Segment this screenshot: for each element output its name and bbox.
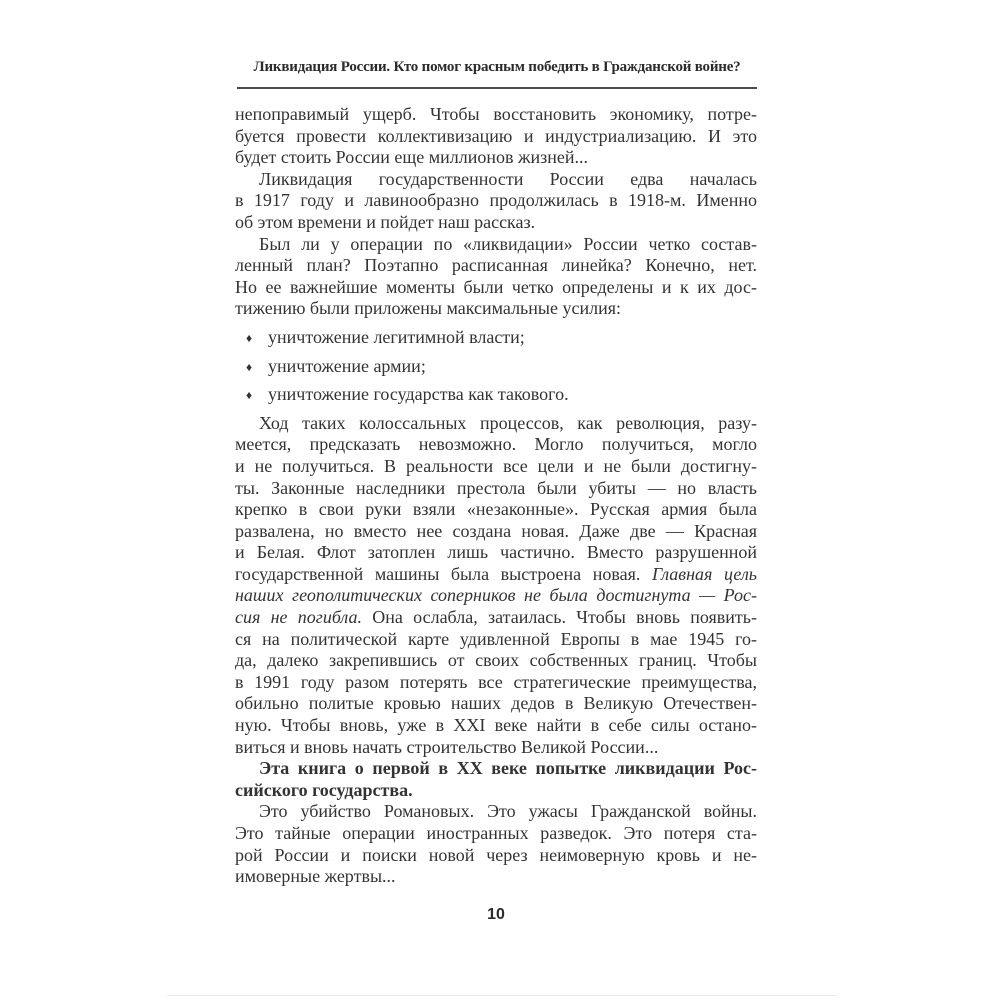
- text-line: [235, 456, 757, 478]
- bullet-diamond-icon: ♦: [246, 388, 253, 403]
- text-line: [235, 737, 757, 759]
- paragraph: [235, 801, 757, 887]
- list-item-text: уничтожение легитимной власти;: [268, 326, 525, 347]
- text-segment: буется провести коллективизацию и индустриализацию. И это: [235, 125, 757, 146]
- text-line: [235, 413, 757, 435]
- text-segment: государственной машины была выстроена новая.: [235, 563, 652, 584]
- text-segment: Это убийство Романовых. Это ужасы Гражданской войны.: [259, 801, 757, 822]
- text-line: [235, 650, 757, 672]
- text-segment: непоправимый ущерб. Чтобы восстановить экономику, потре-: [235, 104, 757, 124]
- text-line: [235, 234, 757, 256]
- text-line: [235, 212, 757, 234]
- text-segment: виться и вновь начать строительство Великой России...: [235, 736, 659, 757]
- text-segment: да, далеко закрепившись от своих собственных границ. Чтобы: [235, 650, 757, 671]
- text-segment: будет стоить России еще миллионов жизней...: [235, 147, 588, 168]
- text-segment: Ход таких колоссальных процессов, как революция, разу-: [259, 412, 757, 433]
- italic-text: наших геополитических соперников не была достигнута — Рос-: [235, 585, 757, 606]
- text-segment: имоверные жертвы...: [235, 866, 396, 887]
- list-item: [235, 327, 757, 349]
- page-number: 10: [487, 906, 505, 923]
- text-line: [235, 126, 757, 148]
- text-line: [235, 298, 757, 320]
- text-line: [235, 169, 757, 191]
- text-line: [235, 845, 757, 867]
- text-segment: Она ослабла, затаилась. Чтобы вновь появить-: [362, 607, 757, 628]
- text-segment: сийского государства.: [235, 779, 413, 800]
- text-line: [235, 478, 757, 500]
- text-line: [235, 629, 757, 651]
- bullet-list: [235, 327, 757, 406]
- text-segment: в 1991 году разом потерять все стратегические преимущества,: [235, 671, 757, 692]
- text-segment: Был ли у операции по «ликвидации» России четко состав-: [259, 233, 757, 254]
- text-line: [235, 780, 757, 802]
- text-line: [235, 255, 757, 277]
- list-item-text: уничтожение армии;: [268, 355, 426, 376]
- text-line: [235, 499, 757, 521]
- text-line: [235, 801, 757, 823]
- list-item: [235, 356, 757, 378]
- text-line: [235, 866, 757, 888]
- text-segment: и не получиться. В реальности все цели и не были достигну-: [235, 455, 757, 476]
- text-line: [235, 672, 757, 694]
- running-header: Ликвидация России. Кто помог красным победить в Гражданской войне?: [237, 57, 757, 89]
- text-line: [235, 542, 757, 564]
- text-line: [235, 434, 757, 456]
- italic-text: Главная цель: [651, 563, 757, 584]
- text-segment: в 1917 году и лавинообразно продолжилась в 1918-м. Именно: [235, 190, 757, 211]
- text-segment: ную. Чтобы вновь, уже в XXI веке найти в себе силы остано-: [235, 715, 757, 736]
- text-segment: крепко в свои руки взяли «незаконные». Русская армия была: [235, 499, 757, 520]
- text-line: [235, 564, 757, 586]
- text-segment: ся на политической карте удивленной Европы в мае 1945 го-: [235, 628, 757, 649]
- text-line: [235, 758, 757, 780]
- text-segment: тижению были приложены максимальные усилия:: [235, 298, 621, 319]
- text-line: [235, 147, 757, 169]
- text-segment: Эта книга о первой в XX веке попытке ликвидации Рос-: [259, 758, 757, 779]
- text-line: [235, 607, 757, 629]
- text-segment: и Белая. Флот затоплен лишь частично. Вместо разрушенной: [235, 542, 757, 563]
- text-line: [235, 190, 757, 212]
- paragraph: [235, 234, 757, 320]
- text-line: [235, 277, 757, 299]
- text-segment: об этом времени и пойдет наш рассказ.: [235, 211, 536, 232]
- bullet-diamond-icon: ♦: [246, 359, 253, 374]
- text-segment: рой России и поиски новой через неимоверную кровь и не-: [235, 844, 757, 865]
- text-segment: обильно политые кровью наших дедов в Великую Отечествен-: [235, 693, 757, 714]
- text-line: [235, 693, 757, 715]
- paragraph: [235, 413, 757, 759]
- paragraph: [235, 758, 757, 801]
- text-segment: Это тайные операции иностранных разведок. Это потеря ста-: [235, 823, 757, 843]
- text-line: [235, 715, 757, 737]
- text-segment: ленный план? Поэтапно расписанная линейка? Конечно, нет.: [235, 255, 757, 276]
- text-block: [235, 104, 757, 888]
- text-segment: Но ее важнейшие моменты были четко определены и к их дос-: [235, 276, 757, 297]
- text-segment: Ликвидация государственности России едва началась: [259, 168, 757, 189]
- text-segment: меется, предсказать невозможно. Могло получиться, могло: [235, 434, 757, 455]
- list-item: [235, 384, 757, 406]
- text-segment: ты. Законные наследники престола были убиты — но власть: [235, 477, 757, 498]
- italic-text: сия не погибла.: [235, 607, 362, 628]
- paragraph: [235, 104, 757, 169]
- text-line: [235, 585, 757, 607]
- paragraph: [235, 169, 757, 234]
- text-line: [235, 521, 757, 543]
- text-line: [235, 104, 757, 126]
- list-item-text: уничтожение государства как такового.: [268, 384, 569, 405]
- text-segment: развалена, но вместо нее создана новая. Даже две — Красная: [235, 520, 757, 541]
- scan-artifact-line: [167, 995, 837, 996]
- text-line: [235, 823, 757, 845]
- bullet-diamond-icon: ♦: [246, 330, 253, 345]
